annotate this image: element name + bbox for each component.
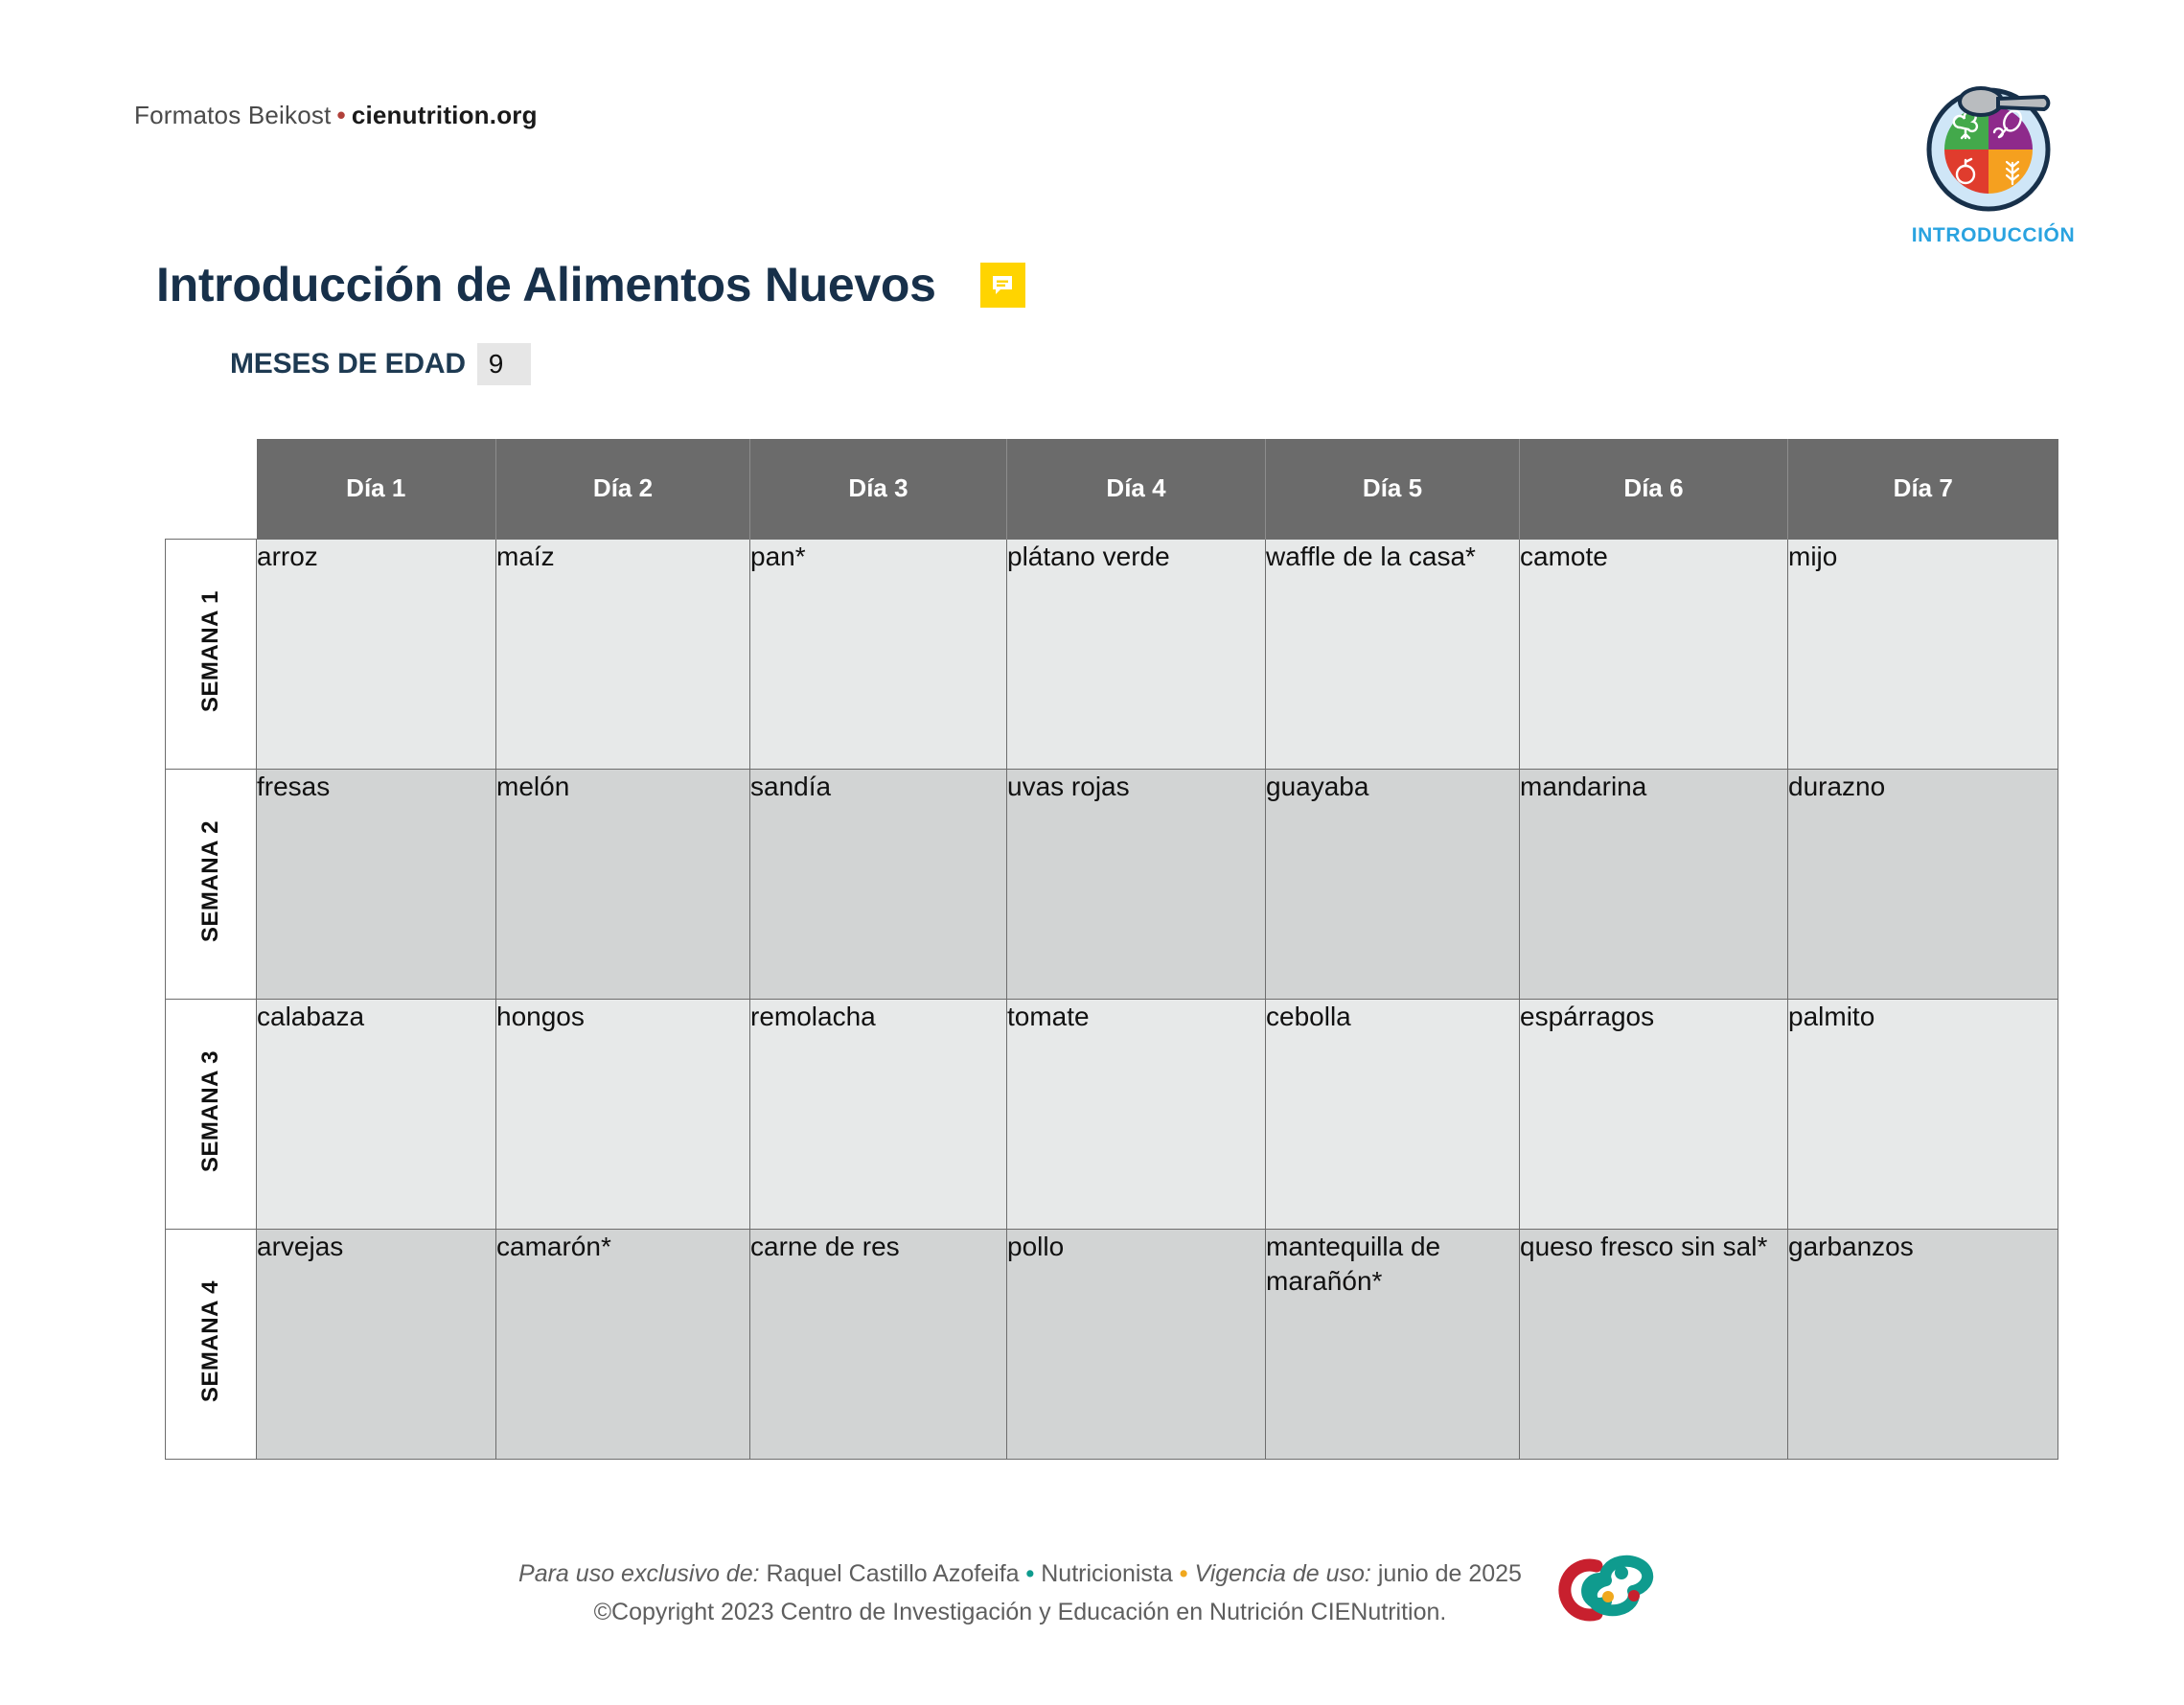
food-cell[interactable]: hongos	[496, 999, 750, 1229]
food-cell[interactable]: melón	[496, 769, 750, 999]
food-introduction-table	[165, 439, 2058, 1460]
food-cell[interactable]: uvas rojas	[1007, 769, 1266, 999]
months-of-age-label: MESES DE EDAD	[230, 348, 466, 380]
brand-label: INTRODUCCIÓN	[1911, 224, 2076, 246]
food-cell[interactable]: plátano verde	[1007, 539, 1266, 769]
food-cell[interactable]: mijo	[1788, 539, 2058, 769]
footer-exclusive-label: Para uso exclusivo de:	[518, 1559, 760, 1587]
footer-validity-label: Vigencia de uso:	[1194, 1559, 1371, 1587]
column-header-day-1: Día 1	[257, 439, 496, 539]
food-cell[interactable]: garbanzos	[1788, 1229, 2058, 1459]
document-header-line	[134, 101, 538, 130]
column-header-day-2: Día 2	[496, 439, 750, 539]
food-cell[interactable]: camarón*	[496, 1229, 750, 1459]
document-footer	[0, 1553, 2184, 1632]
table-header-row	[166, 439, 2058, 539]
header-separator-dot: •	[336, 101, 346, 129]
food-cell[interactable]: durazno	[1788, 769, 2058, 999]
footer-text-block	[518, 1555, 1522, 1631]
food-cell[interactable]: mandarina	[1520, 769, 1788, 999]
age-field[interactable]: 9	[477, 343, 531, 385]
food-cell[interactable]: espárragos	[1520, 999, 1788, 1229]
food-cell[interactable]: carne de res	[750, 1229, 1007, 1459]
column-header-day-5: Día 5	[1266, 439, 1520, 539]
footer-role: Nutricionista	[1041, 1559, 1173, 1587]
food-cell[interactable]: arvejas	[257, 1229, 496, 1459]
table-row	[166, 1229, 2058, 1459]
comment-bubble-icon[interactable]	[980, 263, 1025, 308]
footer-owner-name: Raquel Castillo Azofeifa	[766, 1559, 1020, 1587]
week-label-3	[166, 999, 257, 1229]
footer-line-2: ©Copyright 2023 Centro de Investigación y Educación en Nutrición CIENutrition.	[593, 1598, 1447, 1625]
week-label-text: SEMANA 4	[197, 1279, 223, 1403]
week-label-text: SEMANA 2	[197, 819, 223, 943]
food-cell[interactable]: fresas	[257, 769, 496, 999]
week-label-2	[166, 769, 257, 999]
food-cell[interactable]: cebolla	[1266, 999, 1520, 1229]
format-label: Formatos Beikost	[134, 101, 332, 129]
page-title: Introducción de Alimentos Nuevos	[156, 258, 936, 311]
food-cell[interactable]: queso fresco sin sal*	[1520, 1229, 1788, 1459]
week-label-text: SEMANA 1	[197, 589, 223, 713]
footer-bullet-orange: •	[1179, 1559, 1188, 1587]
food-cell[interactable]: remolacha	[750, 999, 1007, 1229]
food-cell[interactable]: tomate	[1007, 999, 1266, 1229]
food-cell[interactable]: guayaba	[1266, 769, 1520, 999]
week-label-4	[166, 1229, 257, 1459]
food-cell[interactable]: sandía	[750, 769, 1007, 999]
food-cell[interactable]: pollo	[1007, 1229, 1266, 1459]
food-cell[interactable]: waffle de la casa*	[1266, 539, 1520, 769]
cienutrition-logo	[1554, 1553, 1666, 1632]
age-row	[230, 343, 531, 385]
plate-with-spoon-icon	[1893, 75, 2094, 219]
food-cell[interactable]: maíz	[496, 539, 750, 769]
column-header-day-4: Día 4	[1007, 439, 1266, 539]
week-label-1	[166, 539, 257, 769]
corner-blank-cell	[166, 439, 257, 539]
column-header-day-3: Día 3	[750, 439, 1007, 539]
table-row	[166, 769, 2058, 999]
brand-block	[1893, 75, 2094, 247]
title-row	[156, 257, 1025, 312]
footer-line-1	[518, 1555, 1522, 1593]
column-header-day-7: Día 7	[1788, 439, 2058, 539]
food-cell[interactable]: palmito	[1788, 999, 2058, 1229]
table-row	[166, 999, 2058, 1229]
food-cell[interactable]: arroz	[257, 539, 496, 769]
table-row	[166, 539, 2058, 769]
site-url: cienutrition.org	[351, 101, 538, 129]
food-cell[interactable]: pan*	[750, 539, 1007, 769]
column-header-day-6: Día 6	[1520, 439, 1788, 539]
food-cell[interactable]: calabaza	[257, 999, 496, 1229]
food-cell[interactable]: camote	[1520, 539, 1788, 769]
footer-bullet-teal: •	[1025, 1559, 1035, 1587]
food-cell[interactable]: mantequilla de marañón*	[1266, 1229, 1520, 1459]
footer-validity-value: junio de 2025	[1377, 1559, 1522, 1587]
week-label-text: SEMANA 3	[197, 1049, 223, 1173]
